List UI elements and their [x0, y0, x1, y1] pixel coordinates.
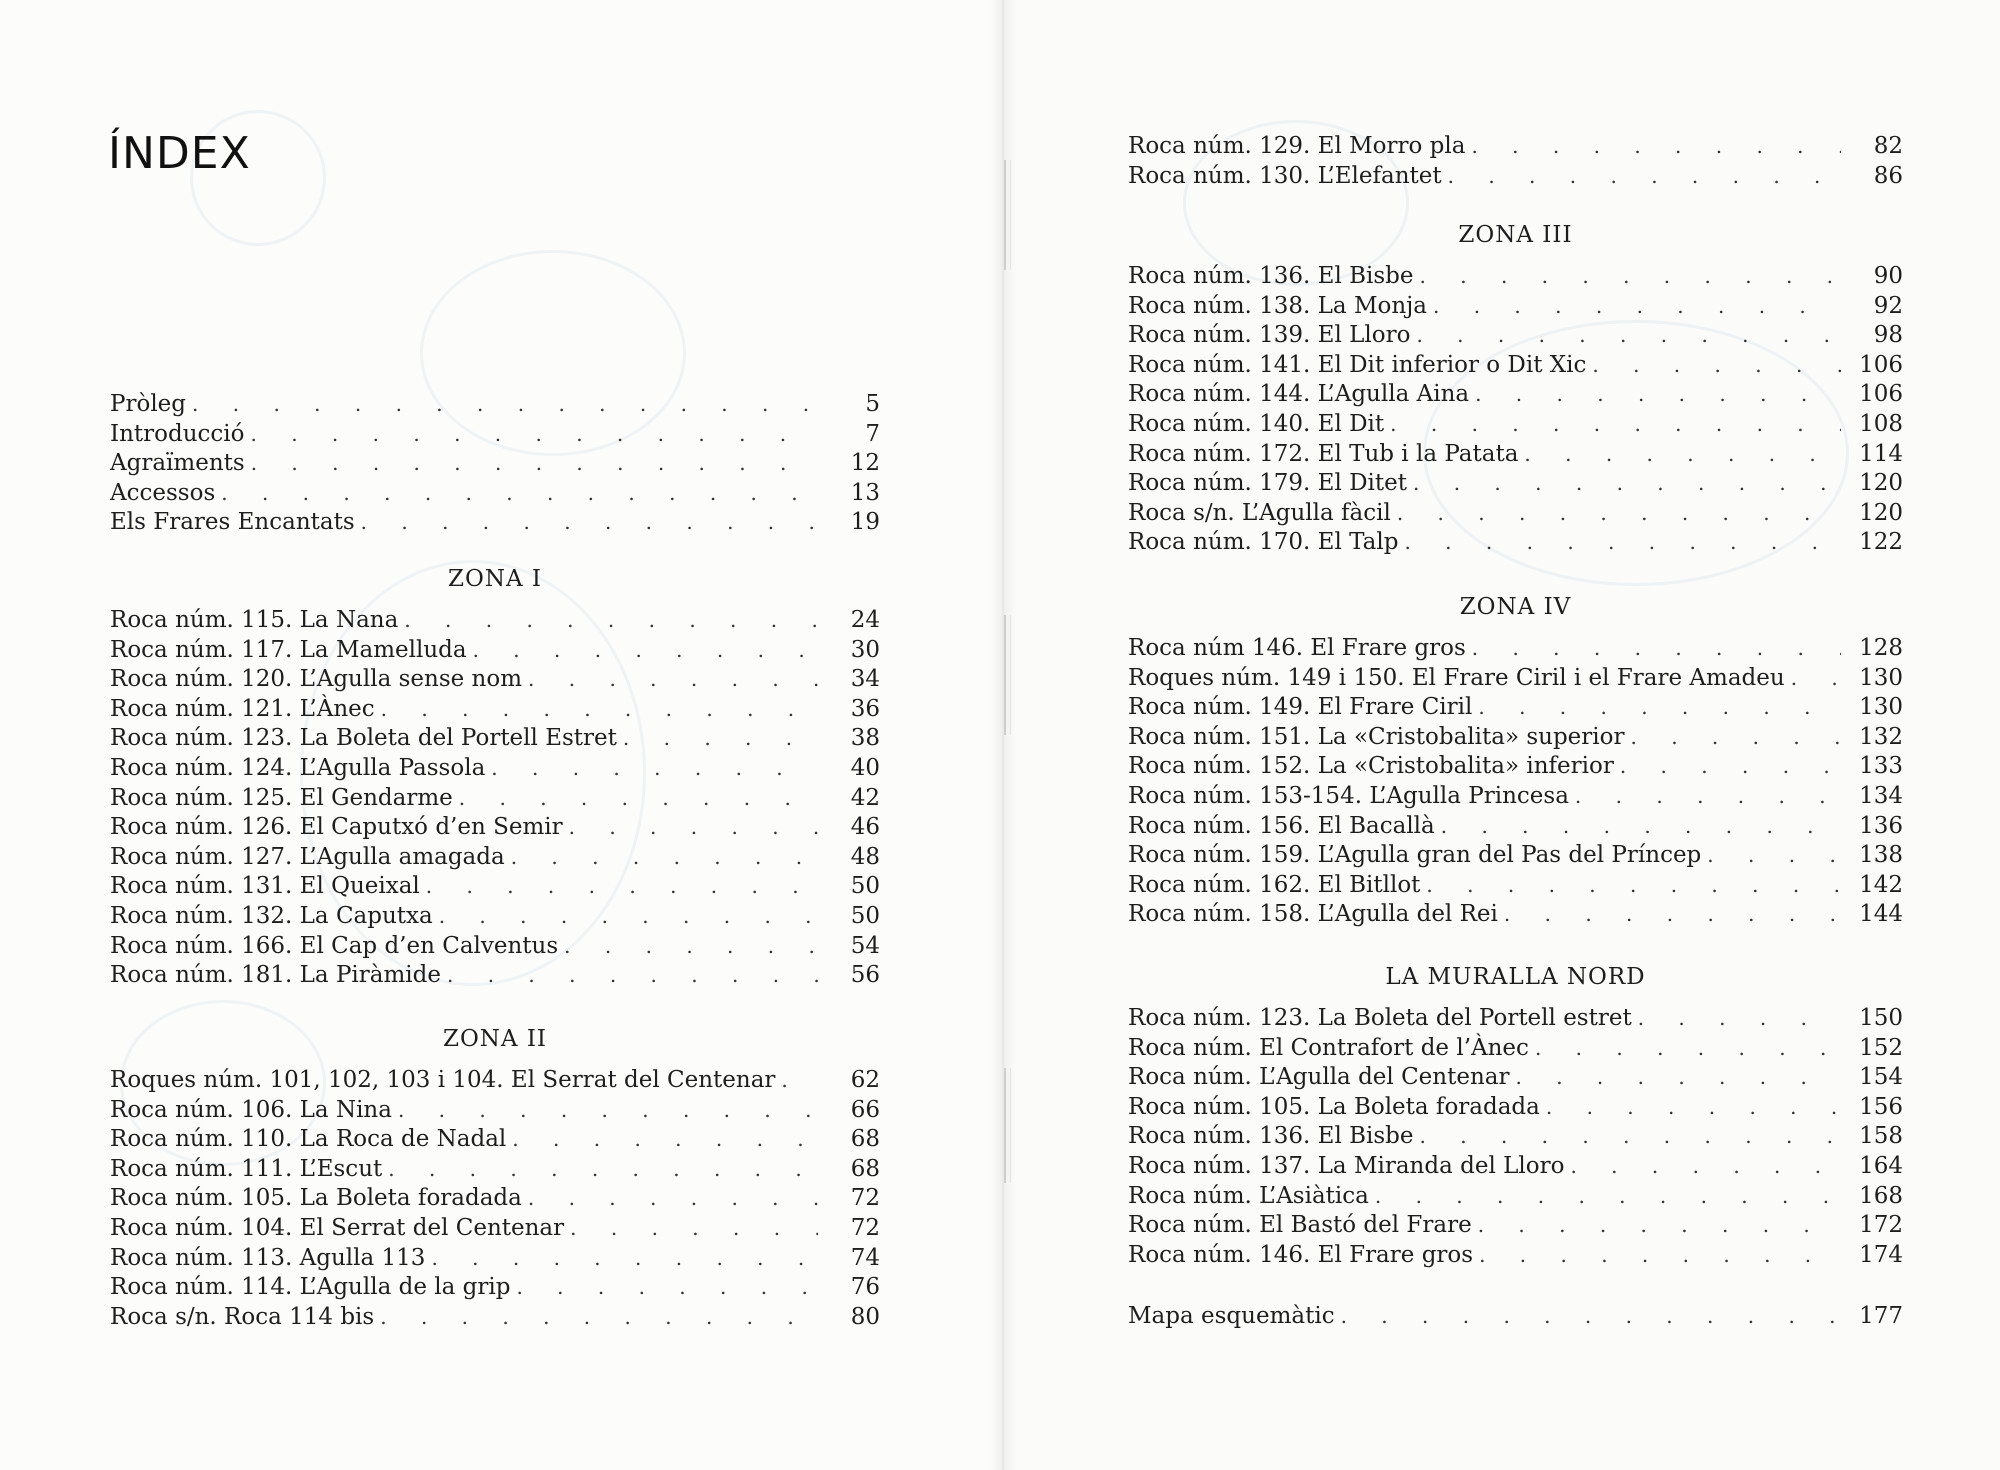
leader-dots	[1397, 499, 1841, 529]
toc-entry[interactable]	[1128, 162, 1903, 192]
leader-dots	[528, 1184, 818, 1214]
leader-dots	[1441, 812, 1841, 842]
toc-entry[interactable]	[1128, 1063, 1903, 1093]
toc-entry[interactable]	[110, 390, 880, 420]
toc-entry-title: Roca núm. El Bastó del Frare	[1128, 1212, 1472, 1239]
toc-entry[interactable]	[110, 872, 880, 902]
toc-entry[interactable]	[110, 932, 880, 962]
toc-zona1-list	[110, 606, 880, 991]
toc-entry[interactable]	[110, 695, 880, 725]
toc-entry-title: Els Frares Encantats	[110, 509, 355, 536]
toc-entry-page: 36	[850, 695, 880, 722]
toc-left-zona1	[110, 564, 880, 991]
leader-dots	[1504, 900, 1841, 930]
toc-entry-title: Agraïments	[110, 450, 245, 477]
toc-entry-page: 68	[850, 1126, 880, 1153]
toc-entry-page: 156	[1859, 1093, 1903, 1120]
toc-entry-page: 136	[1859, 812, 1903, 839]
toc-entry-title: Roca núm. 129. El Morro pla	[1128, 133, 1466, 159]
leader-dots	[1546, 1093, 1841, 1123]
toc-entry-title: Roca núm. 131. El Queixal	[110, 873, 420, 900]
toc-entry[interactable]	[110, 1214, 880, 1244]
toc-entry[interactable]	[110, 665, 880, 695]
toc-entry[interactable]	[110, 636, 880, 666]
toc-entry-page: 40	[850, 754, 880, 781]
leader-dots	[564, 932, 818, 962]
toc-entry-page: 48	[850, 843, 880, 870]
toc-entry[interactable]	[110, 420, 880, 450]
leader-dots	[491, 754, 818, 784]
toc-entry[interactable]	[110, 1273, 880, 1303]
toc-entry[interactable]	[1128, 900, 1903, 930]
toc-entry-title: Roca núm. 117. La Mamelluda	[110, 636, 467, 663]
leader-dots	[404, 606, 818, 636]
toc-entry-page: 174	[1859, 1241, 1903, 1268]
toc-entry-title: Roca núm. 152. La «Cristobalita» inferior	[1128, 753, 1614, 780]
toc-entry-title: Roca núm. 105. La Boleta foradada	[1128, 1093, 1540, 1120]
toc-entry[interactable]	[1128, 1122, 1903, 1152]
leader-dots	[1416, 321, 1841, 351]
toc-entry[interactable]	[1128, 351, 1903, 381]
toc-entry-page: 34	[850, 666, 880, 693]
toc-entry-page: 74	[850, 1244, 880, 1271]
toc-entry-title: Roca núm. 146. El Frare gros	[1128, 1241, 1474, 1268]
toc-entry-page: 90	[1873, 263, 1903, 289]
toc-entry-page: 114	[1859, 440, 1903, 467]
leader-dots	[1620, 752, 1841, 782]
toc-entry-title: Roca núm. 132. La Caputxa	[110, 902, 433, 929]
leader-dots	[447, 961, 818, 991]
zone-heading: LA MURALLA NORD	[1385, 964, 1646, 990]
binding-stitch	[1004, 160, 1011, 270]
toc-entry[interactable]	[1128, 380, 1903, 410]
toc-entry[interactable]	[110, 1125, 880, 1155]
leader-dots	[516, 1273, 818, 1303]
leader-dots	[1472, 634, 1841, 664]
leader-dots	[1707, 841, 1841, 871]
toc-entry-title: Roca núm. 123. La Boleta del Portell Estret	[110, 725, 617, 752]
toc-entry-title: Roca núm. L’Agulla del Centenar	[1128, 1064, 1510, 1091]
toc-entry-page: 152	[1859, 1034, 1903, 1061]
toc-muralla-list	[1128, 1004, 1903, 1270]
toc-entry-page: 30	[850, 636, 880, 663]
toc-entry-title: Roca núm. 124. L’Agulla Passola	[110, 754, 486, 781]
toc-entry-title: Roca núm. 138. La Monja	[1128, 292, 1427, 319]
toc-entry[interactable]	[1128, 410, 1903, 440]
toc-entry-page: 62	[850, 1067, 880, 1093]
toc-entry-page: 133	[1859, 753, 1903, 780]
leader-dots	[569, 813, 818, 843]
toc-entry-title: Roca núm. 162. El Bitllot	[1128, 871, 1421, 898]
toc-entry-page: 150	[1859, 1005, 1903, 1031]
toc-zona2-list	[110, 1066, 880, 1332]
toc-entry[interactable]	[110, 961, 880, 991]
toc-entry-title: Roca núm. 114. L’Agulla de la grip	[110, 1274, 511, 1301]
binding-stitch	[1004, 615, 1011, 735]
toc-entry[interactable]	[110, 606, 880, 636]
toc-entry-title: Roca núm. 104. El Serrat del Centenar	[110, 1214, 565, 1241]
leader-dots	[1471, 132, 1841, 162]
toc-right-top	[1128, 132, 1903, 191]
toc-entry-title: Roca núm. 181. La Piràmide	[110, 962, 441, 989]
toc-entry-title: Roca núm. 123. La Boleta del Portell estret	[1128, 1005, 1632, 1031]
leader-dots	[1390, 410, 1841, 440]
toc-entry-page: 68	[850, 1155, 880, 1182]
toc-entry[interactable]	[1128, 1004, 1903, 1034]
toc-entry-page: 38	[850, 725, 880, 752]
toc-entry-page: 5	[865, 391, 880, 417]
toc-continued-list	[1128, 132, 1903, 191]
toc-entry-page: 54	[850, 932, 880, 959]
toc-entry-page: 142	[1859, 871, 1903, 898]
toc-entry-title: Roca núm. 120. L’Agulla sense nom	[110, 666, 523, 693]
toc-entry-title: Roca núm. 170. El Talp	[1128, 529, 1399, 556]
toc-entry[interactable]	[110, 843, 880, 873]
leader-dots	[570, 1214, 818, 1244]
leader-dots	[1631, 723, 1842, 753]
toc-entry-title: Roca s/n. L’Agulla fàcil	[1128, 499, 1391, 526]
leader-dots	[1791, 664, 1841, 694]
toc-entry-page: 46	[850, 814, 880, 841]
toc-entry-title: Roca núm. 140. El Dit	[1128, 410, 1385, 437]
toc-entry[interactable]	[1128, 1241, 1903, 1271]
toc-entry-title: Roca núm. 106. La Nina	[110, 1096, 392, 1123]
toc-entry[interactable]	[110, 902, 880, 932]
leader-dots	[192, 390, 818, 420]
toc-entry-title: Pròleg	[110, 391, 187, 417]
toc-entry-title: Roca núm. 121. L’Ànec	[110, 695, 375, 722]
toc-entry[interactable]	[1128, 262, 1903, 292]
toc-entry-title: Roca núm. 139. El Lloro	[1128, 322, 1411, 349]
toc-entry-title: Roca núm. 130. L’Elefantet	[1128, 162, 1442, 189]
toc-left-zona2	[110, 1024, 880, 1332]
toc-entry-title: Roca núm. 141. El Dit inferior o Dit Xic	[1128, 351, 1587, 378]
toc-entry-title: Roca núm. 111. L’Escut	[110, 1155, 383, 1182]
toc-entry[interactable]	[1128, 469, 1903, 499]
leader-dots	[221, 479, 818, 509]
toc-entry-title: Roca núm. 172. El Tub i la Patata	[1128, 440, 1519, 467]
toc-entry-page: 72	[850, 1185, 880, 1212]
toc-entry-page: 24	[850, 607, 880, 633]
toc-entry[interactable]	[110, 784, 880, 814]
leader-dots	[251, 449, 818, 479]
leader-dots	[398, 1096, 818, 1126]
toc-entry[interactable]	[1128, 292, 1903, 322]
leader-dots	[1535, 1034, 1841, 1064]
leader-dots	[1375, 1182, 1841, 1212]
leader-dots	[381, 695, 818, 725]
toc-entry[interactable]	[110, 1096, 880, 1126]
zone-heading: ZONA I	[448, 566, 542, 592]
leader-dots	[1341, 1302, 1841, 1332]
toc-entry-title: Roca núm. 105. La Boleta foradada	[110, 1185, 522, 1212]
toc-entry-page: 82	[1873, 133, 1903, 159]
toc-entry-page: 7	[865, 420, 880, 447]
toc-entry-page: 66	[850, 1096, 880, 1123]
toc-entry[interactable]	[110, 1184, 880, 1214]
toc-entry-page: 76	[850, 1274, 880, 1301]
toc-entry-page: 177	[1859, 1303, 1903, 1329]
leader-dots	[380, 1303, 818, 1333]
leader-dots	[528, 665, 818, 695]
toc-entry[interactable]	[110, 449, 880, 479]
leader-dots	[1426, 871, 1841, 901]
toc-entry-title: Roca núm. 136. El Bisbe	[1128, 263, 1414, 289]
toc-entry-title: Roca núm. 149. El Frare Ciril	[1128, 694, 1473, 721]
toc-entry[interactable]	[1128, 1182, 1903, 1212]
toc-right-zona4	[1128, 592, 1903, 930]
toc-entry[interactable]	[110, 754, 880, 784]
toc-entry[interactable]	[1128, 528, 1903, 558]
zone-heading: ZONA IV	[1459, 594, 1572, 620]
leader-dots	[781, 1066, 818, 1096]
leader-dots	[388, 1155, 818, 1185]
toc-entry[interactable]	[1128, 634, 1903, 664]
toc-entry-page: 134	[1859, 782, 1903, 809]
toc-entry-page: 80	[850, 1303, 880, 1330]
leader-dots	[1420, 1122, 1841, 1152]
toc-entry-title: Accessos	[110, 479, 216, 506]
toc-entry[interactable]	[110, 1155, 880, 1185]
toc-zona4-list	[1128, 634, 1903, 930]
page-title: ÍNDEX	[108, 128, 251, 179]
toc-entry-title: Roca núm. El Contrafort de l’Ànec	[1128, 1034, 1529, 1061]
toc-entry-page: 50	[850, 902, 880, 929]
toc-entry-page: 72	[850, 1214, 880, 1241]
toc-entry-page: 86	[1873, 162, 1903, 189]
toc-entry-page: 120	[1859, 470, 1903, 497]
toc-entry-page: 132	[1859, 723, 1903, 750]
toc-entry[interactable]	[110, 508, 880, 538]
toc-entry-title: Roca núm. 153-154. L’Agulla Princesa	[1128, 782, 1569, 809]
toc-entry[interactable]	[110, 1244, 880, 1274]
gutter-shadow	[990, 0, 1016, 1470]
toc-entry-page: 164	[1859, 1152, 1903, 1179]
toc-entry-page: 50	[850, 873, 880, 900]
leader-dots	[1592, 351, 1841, 381]
toc-entry[interactable]	[110, 1066, 880, 1096]
toc-entry-title: Roca núm. 125. El Gendarme	[110, 784, 453, 811]
toc-right-muralla	[1128, 962, 1903, 1270]
leader-dots	[1478, 693, 1841, 723]
toc-entry-title: Roca núm. 136. El Bisbe	[1128, 1123, 1414, 1150]
toc-entry[interactable]	[110, 724, 880, 754]
toc-left	[110, 390, 880, 538]
leader-dots	[251, 420, 819, 450]
toc-entry-title: Roca núm. 144. L’Agulla Aina	[1128, 381, 1470, 408]
toc-entry-title: Roca núm 146. El Frare gros	[1128, 635, 1466, 661]
toc-right-map	[1128, 1302, 1903, 1332]
toc-entry[interactable]	[110, 479, 880, 509]
toc-entry-page: 120	[1859, 499, 1903, 526]
toc-entry[interactable]	[1128, 1211, 1903, 1241]
leader-dots	[1478, 1211, 1841, 1241]
leader-dots	[1448, 162, 1841, 192]
toc-entry-page: 158	[1859, 1123, 1903, 1150]
toc-entry[interactable]	[1128, 871, 1903, 901]
toc-entry-page: 98	[1873, 322, 1903, 349]
toc-entry-title: Roca núm. 159. L’Agulla gran del Pas del Príncep	[1128, 842, 1702, 869]
leader-dots	[1413, 469, 1841, 499]
toc-entry[interactable]	[1128, 841, 1903, 871]
toc-entry-page: 138	[1859, 842, 1903, 869]
toc-entry[interactable]	[1128, 1093, 1903, 1123]
leader-dots	[439, 902, 818, 932]
leader-dots	[459, 784, 818, 814]
toc-entry[interactable]	[1128, 812, 1903, 842]
toc-entry-page: 12	[850, 450, 880, 477]
leader-dots	[1433, 292, 1841, 322]
toc-entry-title: Roca núm. 179. El Ditet	[1128, 470, 1407, 497]
toc-entry-title: Roca s/n. Roca 114 bis	[110, 1303, 375, 1330]
toc-entry-title: Roca núm. L’Asiàtica	[1128, 1182, 1369, 1209]
toc-entry-page: 19	[850, 509, 880, 536]
leader-dots	[1524, 440, 1841, 470]
toc-entry-title: Roca núm. 127. L’Agulla amagada	[110, 843, 505, 870]
toc-entry-title: Roca núm. 110. La Roca de Nadal	[110, 1126, 507, 1153]
toc-entry-page: 130	[1859, 694, 1903, 721]
toc-entry-page: 122	[1859, 529, 1903, 556]
toc-entry[interactable]	[1128, 132, 1903, 162]
toc-entry-page: 144	[1859, 901, 1903, 928]
toc-entry-page: 168	[1859, 1182, 1903, 1209]
leader-dots	[1515, 1063, 1841, 1093]
toc-entry-page: 56	[850, 962, 880, 989]
leader-dots	[431, 1244, 818, 1274]
leader-dots	[361, 508, 818, 538]
toc-entry-page: 92	[1873, 292, 1903, 319]
leader-dots	[1475, 380, 1841, 410]
toc-entry-title: Roca núm. 151. La «Cristobalita» superior	[1128, 723, 1625, 750]
toc-entry-page: 154	[1859, 1064, 1903, 1091]
toc-entry[interactable]	[1128, 723, 1903, 753]
toc-entry-page: 106	[1859, 381, 1903, 408]
toc-right-zona3	[1128, 220, 1903, 558]
toc-entry-page: 172	[1859, 1212, 1903, 1239]
toc-entry-page: 42	[850, 784, 880, 811]
toc-entry[interactable]	[1128, 664, 1903, 694]
zone-heading: ZONA II	[442, 1026, 548, 1052]
leader-dots	[511, 843, 818, 873]
toc-entry-map[interactable]	[1128, 1302, 1903, 1332]
toc-entry-title: Roca núm. 158. L’Agulla del Rei	[1128, 901, 1498, 928]
toc-entry-title: Roca núm. 137. La Miranda del Lloro	[1128, 1152, 1565, 1179]
toc-entry[interactable]	[1128, 440, 1903, 470]
leader-dots	[1420, 262, 1841, 292]
toc-intro	[110, 390, 880, 538]
leader-dots	[1404, 528, 1841, 558]
leader-dots	[512, 1125, 818, 1155]
toc-entry-title: Roques núm. 101, 102, 103 i 104. El Serrat del Centenar	[110, 1067, 776, 1093]
leader-dots	[1575, 782, 1841, 812]
toc-entry-page: 106	[1859, 351, 1903, 378]
toc-zona3-list	[1128, 262, 1903, 558]
toc-entry-title: Roques núm. 149 i 150. El Frare Ciril i el Frare Amadeu	[1128, 664, 1785, 691]
toc-entry-title: Roca núm. 115. La Nana	[110, 607, 399, 633]
leader-dots	[473, 636, 818, 666]
zone-heading: ZONA III	[1458, 222, 1573, 248]
binding-stitch	[1004, 1068, 1011, 1183]
leader-dots	[1638, 1004, 1841, 1034]
toc-entry[interactable]	[1128, 321, 1903, 351]
toc-entry-title: Roca núm. 126. El Caputxó d’en Semir	[110, 814, 563, 841]
toc-entry[interactable]	[1128, 782, 1903, 812]
toc-entry-title: Roca núm. 166. El Cap d’en Calventus	[110, 932, 559, 959]
toc-entry-page: 108	[1859, 410, 1903, 437]
toc-entry[interactable]	[110, 1303, 880, 1333]
toc-entry-page: 13	[850, 479, 880, 506]
toc-entry-title: Roca núm. 156. El Bacallà	[1128, 812, 1435, 839]
toc-entry[interactable]	[1128, 1034, 1903, 1064]
leader-dots	[623, 724, 818, 754]
toc-entry[interactable]	[110, 813, 880, 843]
toc-entry-title: Introducció	[110, 420, 245, 447]
toc-entry[interactable]	[1128, 752, 1903, 782]
toc-entry[interactable]	[1128, 499, 1903, 529]
leader-dots	[1570, 1152, 1841, 1182]
toc-entry-page: 130	[1859, 664, 1903, 691]
toc-entry-page: 128	[1859, 635, 1903, 661]
leader-dots	[1479, 1241, 1841, 1271]
leader-dots	[426, 872, 818, 902]
toc-entry-title: Roca núm. 113. Agulla 113	[110, 1244, 426, 1271]
toc-entry[interactable]	[1128, 1152, 1903, 1182]
toc-entry-title: Mapa esquemàtic	[1128, 1303, 1335, 1329]
toc-entry[interactable]	[1128, 693, 1903, 723]
